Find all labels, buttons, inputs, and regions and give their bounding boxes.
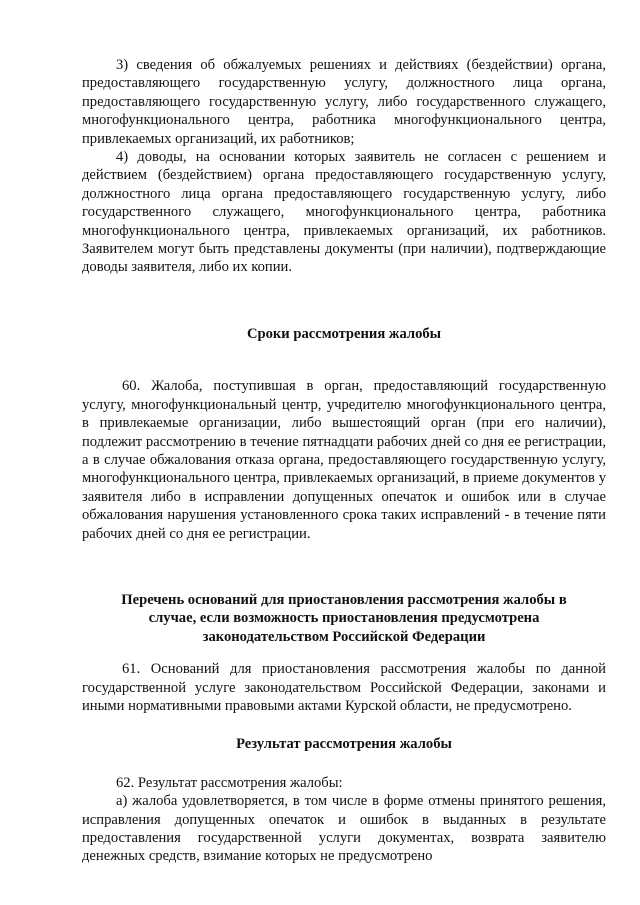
heading-line: случае, если возможность приостановления предусмотрена: [148, 610, 540, 627]
paragraph-item-4: 4) доводы, на основании которых заявитель не согласен с решением и действием (бездействием) органа предоставляющего государственную услугу, должностного лица органа предоставляющего государственную услугу, либо государственного служащего, многофункционального центра, работника многофункционального центра, привлекаемых организаций, их работников. Заявителем могут быть представлены документы (при наличии), подтверждающие доводы заявителя, либо их копии.: [82, 149, 606, 276]
document-page: [82, 56, 606, 866]
spacer: [82, 343, 606, 377]
paragraph-item-3: 3) сведения об обжалуемых решениях и действиях (бездействии) органа, предоставляющего государственную услугу, должностного лица органа, предоставляющего государственную услугу, либо государственного служащего, многофункционального центра, работника многофункционального центра, привлекаемых организаций, их работников;: [82, 57, 606, 147]
heading-line: Перечень оснований для приостановления рассмотрения жалобы в: [121, 591, 567, 608]
paragraph-62-a: а) жалоба удовлетворяется, в том числе в форме отмены принятого решения, исправления допущенных опечаток и ошибок в выданных в результате предоставления государственной услуги документах, возврата заявителю денежных средств, взимание которых не предусмотрено: [82, 793, 606, 865]
paragraph-60: 60. Жалоба, поступившая в орган, предоставляющий государственную услугу, многофункциональный центр, учредителю многофункционального центра, в привлекаемые организации, либо вышестоящий орган (при его наличии), подлежит рассмотрению в течение пятнадцати рабочих дней со дня ее регистрации, а в случае обжалования отказа органа, предоставляющего государственную услугу, многофункционального центра, привлекаемых организаций, в приеме документов у заявителя либо в исправлении допущенных опечаток и ошибок или в случае обжалования нарушения установленного срока таких исправлений - в течение пяти рабочих дней со дня ее регистрации.: [82, 378, 606, 542]
section-heading-review-terms: Сроки рассмотрения жалобы: [246, 325, 442, 342]
paragraph-62: 62. Результат рассмотрения жалобы:: [116, 774, 343, 791]
spacer: [82, 277, 606, 325]
heading-line: законодательством Российской Федерации: [202, 628, 486, 645]
spacer: [82, 754, 606, 774]
spacer: [82, 646, 606, 660]
section-heading-suspension-grounds: [82, 591, 606, 646]
section-heading-review-result: Результат рассмотрения жалобы: [236, 736, 452, 753]
spacer: [82, 715, 606, 735]
spacer: [82, 543, 606, 591]
paragraph-61: 61. Оснований для приостановления рассмотрения жалобы по данной государственной услуге законодательством Российской Федерации, законами и иными нормативными правовыми актами Курской области, не предусмотрено.: [82, 661, 606, 714]
